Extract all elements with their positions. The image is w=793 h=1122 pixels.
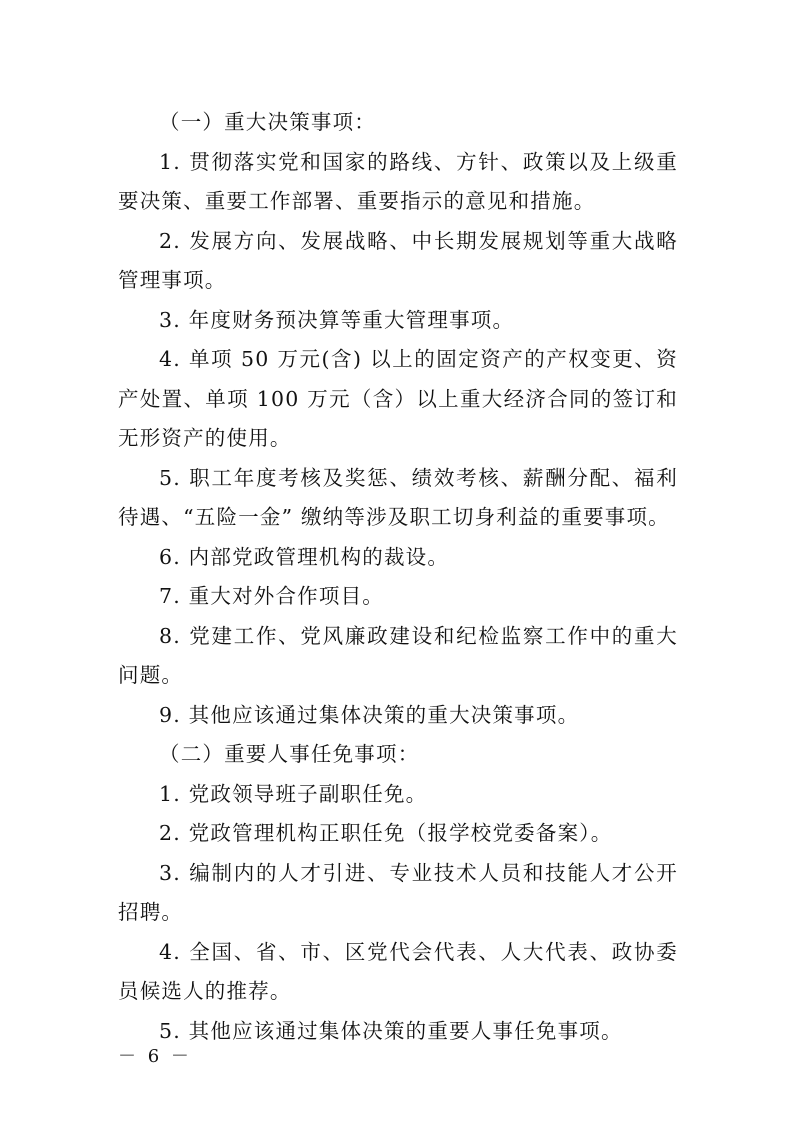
list-item: 1. 党政领导班子副职任免。	[159, 781, 428, 806]
list-item: 5. 其他应该通过集体决策的重要人事任免事项。	[159, 1018, 623, 1043]
list-item: 3. 编制内的人才引进、专业技术人员和技能人才公开招聘。	[118, 860, 678, 924]
document-body	[118, 103, 678, 1051]
list-item: 1. 贯彻落实党和国家的路线、方针、政策以及上级重要决策、重要工作部署、重要指示的意见和措施。	[118, 149, 678, 213]
list-item: 5. 职工年度考核及奖惩、绩效考核、薪酬分配、福利待遇、“五险一金” 缴纳等涉及职工切身利益的重要事项。	[118, 465, 678, 529]
section-heading-personnel-appointments: （二）重要人事任免事项：	[159, 742, 420, 766]
list-item: 7. 重大对外合作项目。	[159, 584, 384, 608]
page-number: － 6 －	[118, 1046, 192, 1067]
list-item: 2. 党政管理机构正职任免（报学校党委备案）。	[159, 821, 613, 845]
list-item: 9. 其他应该通过集体决策的重大决策事项。	[159, 702, 580, 727]
list-item: 3. 年度财务预决算等重大管理事项。	[159, 307, 515, 332]
list-item: 6. 内部党政管理机构的裁设。	[159, 544, 450, 569]
list-item: 2. 发展方向、发展战略、中长期发展规划等重大战略管理事项。	[118, 228, 678, 292]
list-item: 4. 单项 50 万元(含) 以上的固定资产的产权变更、资产处置、单项 100 万元（含）以上重大经济合同的签订和无形资产的使用。	[118, 347, 678, 450]
list-item: 4. 全国、省、市、区党代会代表、人大代表、政协委员候选人的推荐。	[118, 939, 678, 1003]
section-heading-major-decisions: （一）重大决策事项：	[159, 110, 376, 134]
list-item: 8. 党建工作、党风廉政建设和纪检监察工作中的重大问题。	[118, 623, 678, 687]
